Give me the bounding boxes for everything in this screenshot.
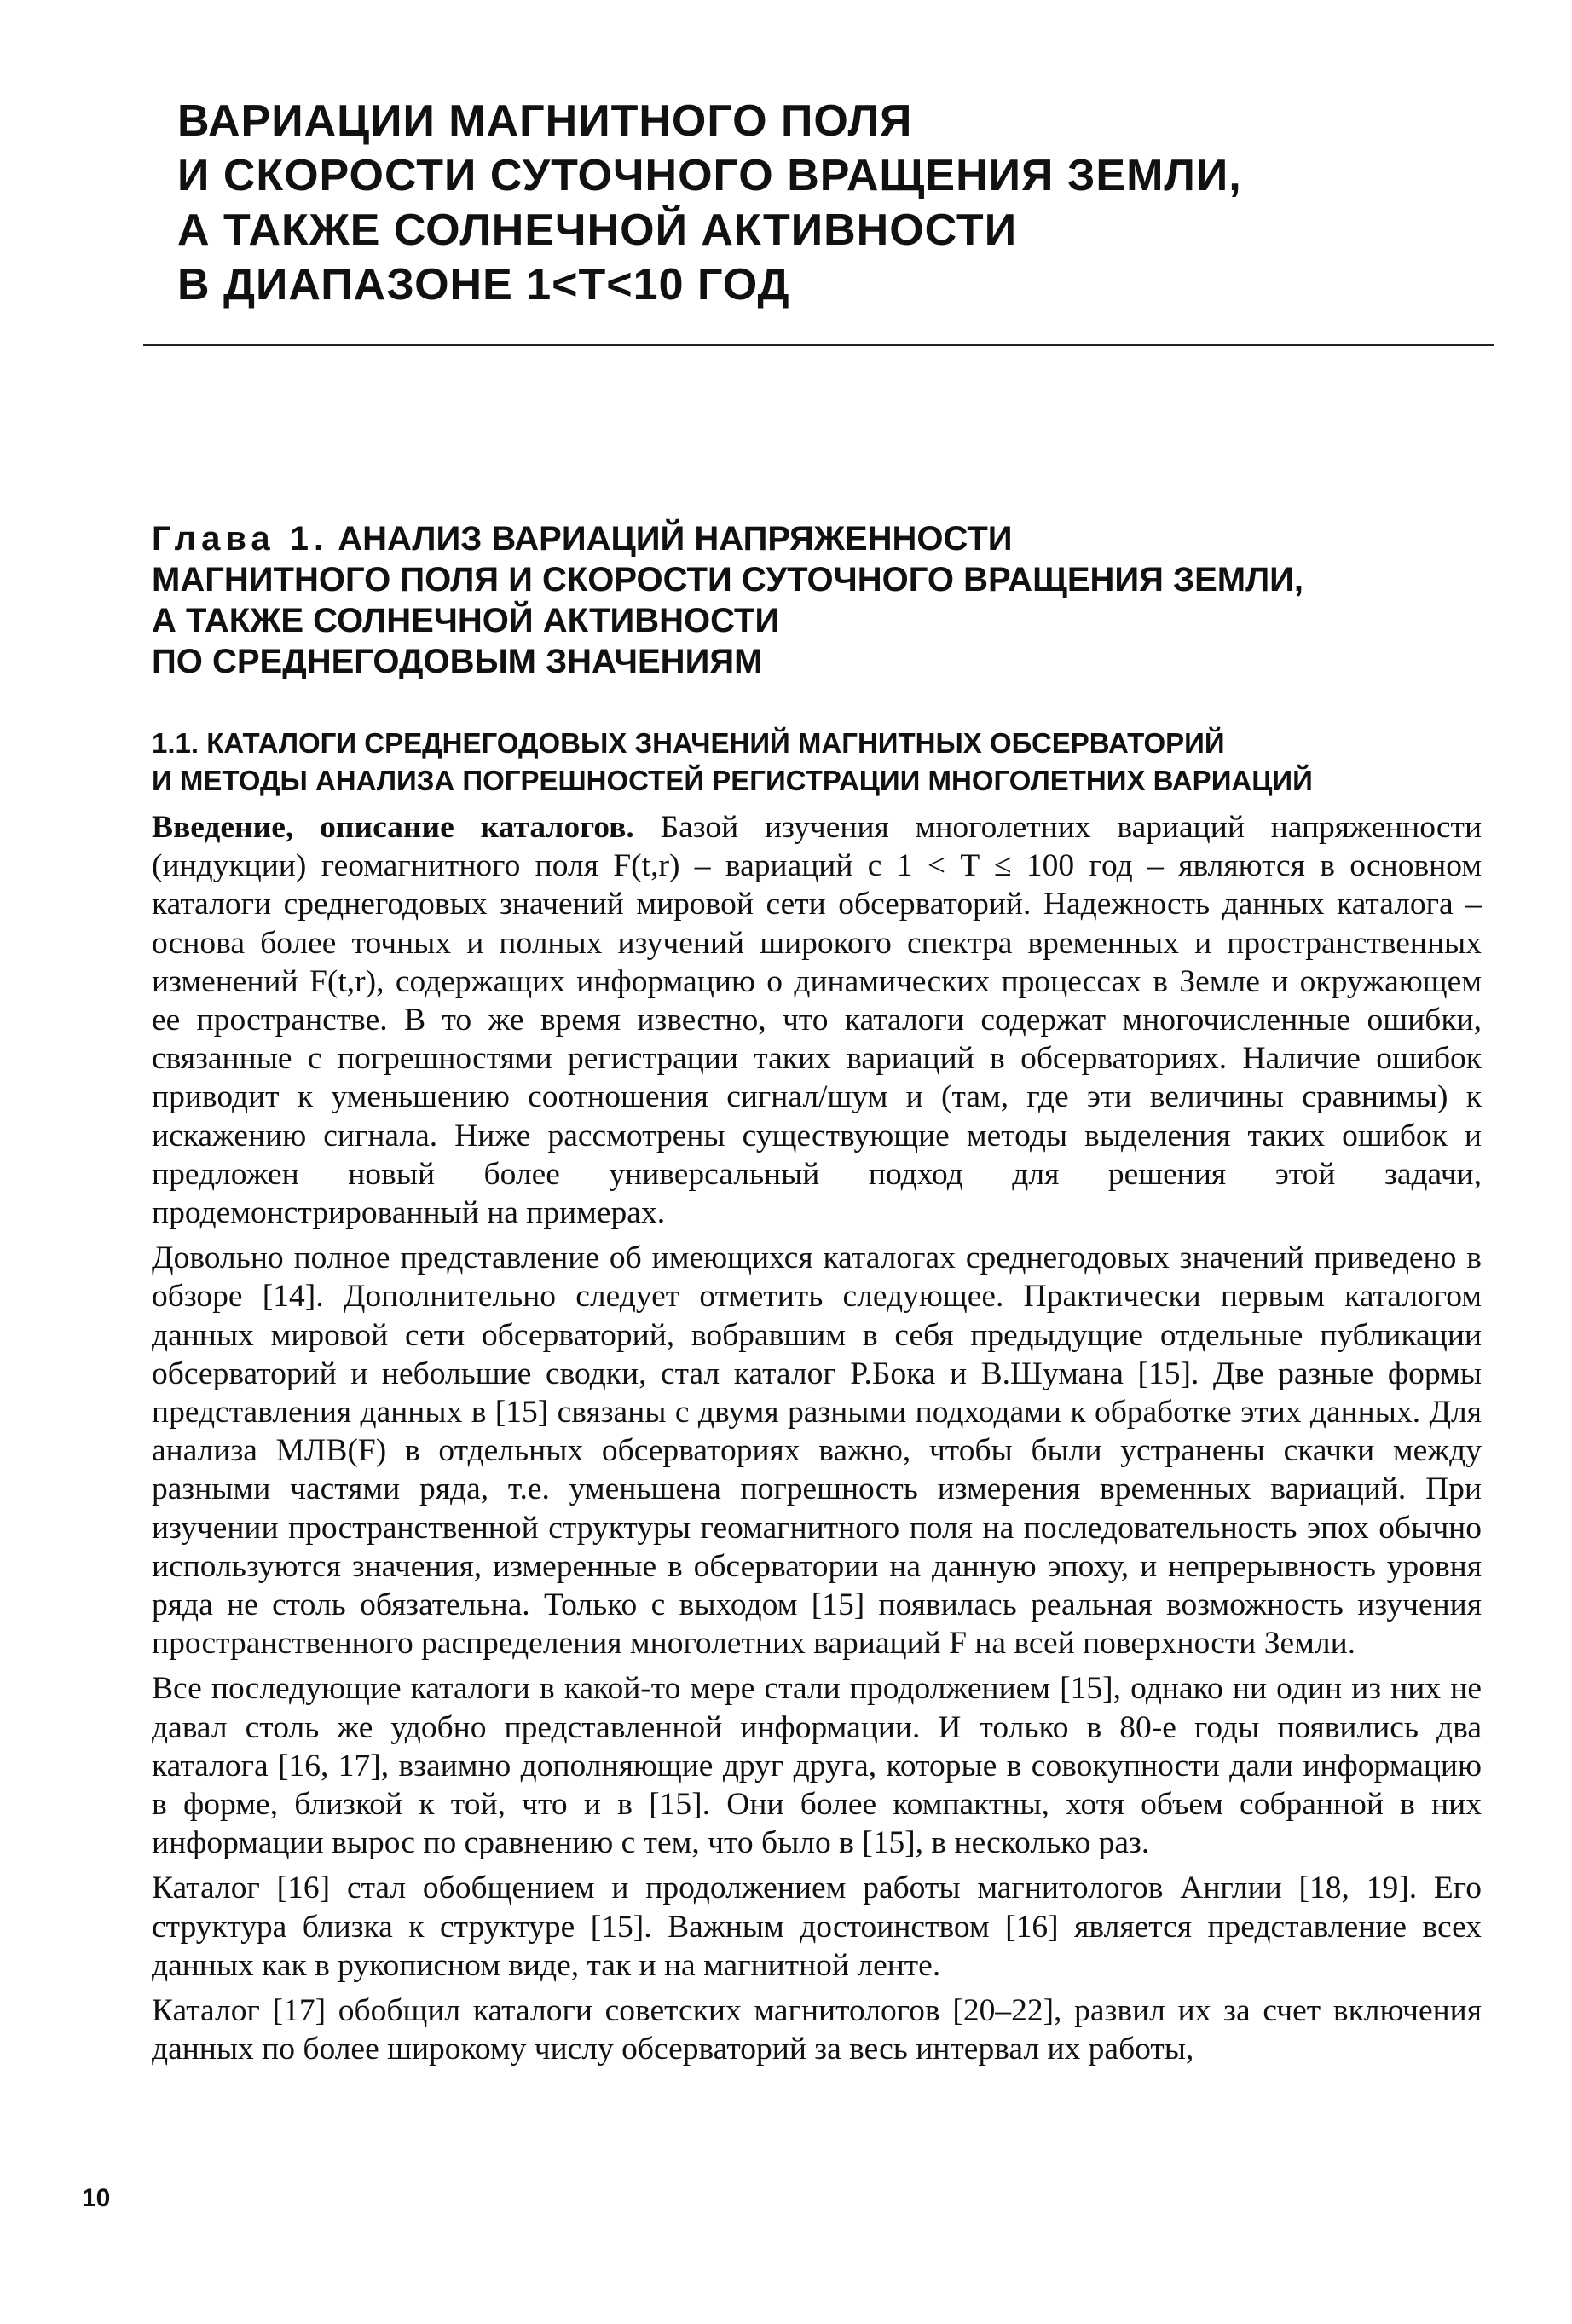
paragraph-text: Базой изучения многолетних вариаций напряженности (индукции) геомагнитного поля F(t,r) – вариаций с 1 < T ≤ 100 год – являются в основном каталоги среднегодовых значений мировой сети обсерваторий. Надежность данных каталога – основа более точных и полных изучений широкого спектра временных и пространственных изменений F(t,r), содержащих информацию о динамических процессах в Земле и окружающем ее пространстве. В то же время известно, что каталоги содержат многочисленные ошибки, связанные с погрешностями регистрации таких вариаций в обсерваториях. Наличие ошибок приводит к уменьшению соотношения сигнал/шум и (там, где эти величины сравнимы) к искажению сигнала. Ниже рассмотрены существующие методы выделения таких ошибок и предложен новый более универсальный подход для решения этой задачи, продемонстрированный на примерах. xyxy=(152,810,1482,1231)
part-title xyxy=(177,94,1371,312)
paragraph xyxy=(152,808,1482,1232)
paragraph: Каталог [17] обобщил каталоги советских магнитологов [20–22], развил их за счет включения данных по более широкому числу обсерваторий за весь интервал их работы, xyxy=(152,1993,1482,2067)
chapter-heading xyxy=(152,518,1482,682)
part-title-line: И СКОРОСТИ СУТОЧНОГО ВРАЩЕНИЯ ЗЕМЛИ, xyxy=(177,151,1242,200)
paragraph-lead: Введение, описание каталогов. xyxy=(152,810,634,845)
section-title-line: И МЕТОДЫ АНАЛИЗА ПОГРЕШНОСТЕЙ РЕГИСТРАЦИИ МНОГОЛЕТНИХ ВАРИАЦИЙ xyxy=(152,765,1313,796)
part-title-line: А ТАКЖЕ СОЛНЕЧНОЙ АКТИВНОСТИ xyxy=(177,205,1018,255)
chapter-title-line: МАГНИТНОГО ПОЛЯ И СКОРОСТИ СУТОЧНОГО ВРАЩЕНИЯ ЗЕМЛИ, xyxy=(152,561,1303,598)
paragraph: Каталог [16] стал обобщением и продолжением работы магнитологов Англии [18, 19]. Его структура близка к структуре [15]. Важным достоинством [16] является представление всех данных как в рукописном виде, так и на магнитной ленте. xyxy=(152,1870,1482,1983)
title-divider xyxy=(143,344,1494,346)
page-number: 10 xyxy=(82,2184,111,2212)
section-title-line: 1.1. КАТАЛОГИ СРЕДНЕГОДОВЫХ ЗНАЧЕНИЙ МАГНИТНЫХ ОБСЕРВАТОРИЙ xyxy=(152,727,1225,759)
paragraph: Довольно полное представление об имеющихся каталогах среднегодовых значений приведено в обзоре [14]. Дополнительно следует отметить следующее. Практически первым каталогом данных мировой сети обсерваторий, вобравшим в себя предыдущие отдельные публикации обсерваторий и небольшие сводки, стал каталог Р.Бока и В.Шумана [15]. Две разные формы представления данных в [15] связаны с двумя разными подходами к обработке этих данных. Для анализа МЛВ(F) в отдельных обсерваториях важно, чтобы были устранены скачки между разными частями ряда, т.е. уменьшена погрешность измерения временных вариаций. При изучении пространственной структуры геомагнитного поля на последовательность эпох обычно используются значения, измеренные в обсерватории на данную эпоху, и непрерывность уровня ряда не столь обязательна. Только с выходом [15] появилась реальная возможность изучения пространственного распределения многолетних вариаций F на всей поверхности Земли. xyxy=(152,1240,1482,1662)
body-text xyxy=(152,808,1482,2069)
section-heading xyxy=(152,725,1482,800)
chapter-title-line: А ТАКЖЕ СОЛНЕЧНОЙ АКТИВНОСТИ xyxy=(152,602,780,639)
part-title-line: В ДИАПАЗОНЕ 1<T<10 ГОД xyxy=(177,260,790,309)
chapter-title-line: АНАЛИЗ ВАРИАЦИЙ НАПРЯЖЕННОСТИ xyxy=(338,520,1013,558)
chapter-label: Глава 1. xyxy=(152,520,329,558)
chapter-title-line: ПО СРЕДНЕГОДОВЫМ ЗНАЧЕНИЯМ xyxy=(152,643,763,680)
paragraph: Все последующие каталоги в какой-то мере стали продолжением [15], однако ни один из них не давал столь же удобно представленной информации. И только в 80-е годы появились два каталога [16, 17], взаимно дополняющие друг друга, которые в совокупности дали информацию в форме, близкой к той, что и в [15]. Они более компактны, хотя объем собранной в них информации вырос по сравнению с тем, что было в [15], в несколько раз. xyxy=(152,1671,1482,1861)
part-title-line: ВАРИАЦИИ МАГНИТНОГО ПОЛЯ xyxy=(177,96,913,146)
